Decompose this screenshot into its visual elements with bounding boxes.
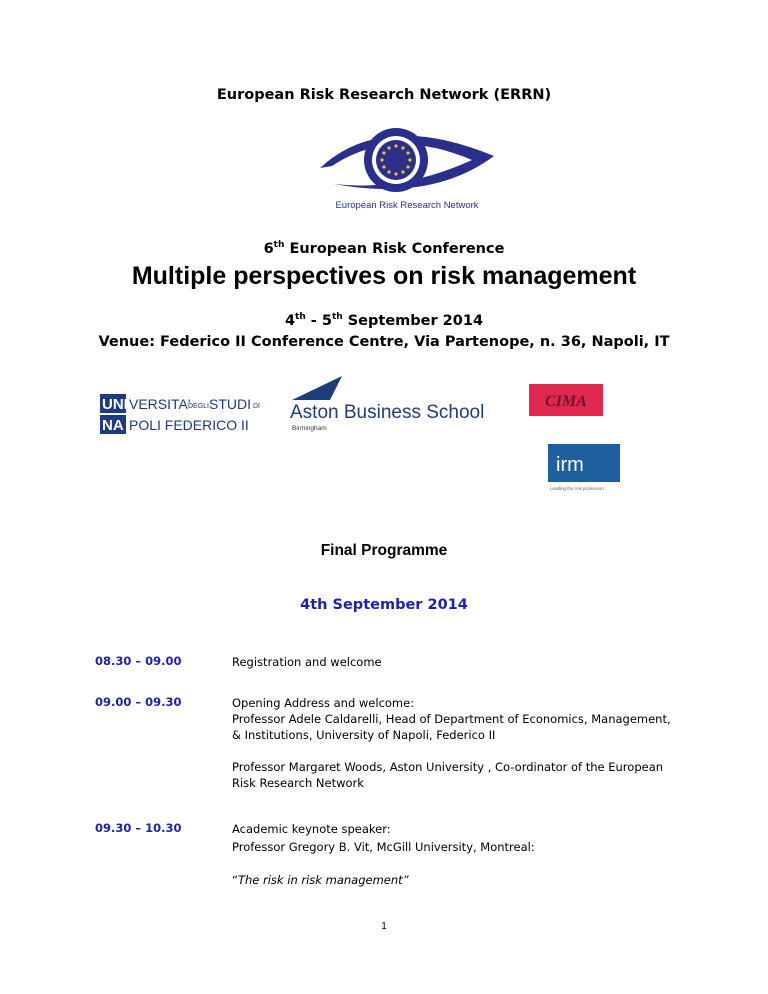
svg-text:NA: NA [102,417,124,434]
programme-title: Final Programme [320,542,448,559]
schedule-description [232,654,692,670]
svg-text:VERSITA': VERSITA' [129,396,191,412]
day-heading: 4th September 2014 [300,597,468,613]
svg-text:POLI FEDERICO II: POLI FEDERICO II [129,417,249,433]
errn-eye-logo [312,118,502,214]
svg-text:UNI: UNI [102,396,128,413]
conference-name: European Risk Conference [284,240,505,257]
date-start-suffix: th [295,312,306,322]
svg-text:Birmingham: Birmingham [292,425,327,432]
svg-text:STUDI: STUDI [209,396,251,412]
date-end-suffix: th [331,312,343,322]
svg-text:irm: irm [556,454,584,476]
svg-text:CIMA: CIMA [545,393,587,410]
conference-number [0,240,768,257]
talk-title: “The risk in risk management” [232,873,409,887]
main-title: Multiple perspectives on risk management [131,262,637,290]
svg-text:Leading the risk profession: Leading the risk profession [550,486,604,491]
svg-text:Aston Business School: Aston Business School [290,402,484,423]
schedule-time: 09.00 – 09.30 [95,695,182,709]
conference-ordinal-suffix: th [273,240,285,250]
network-title: European Risk Research Network (ERRN) [216,87,552,103]
conference-ordinal: 6 [263,240,274,257]
schedule-line: & Institutions, University of Napoli, Federico II [232,728,496,742]
cima-logo [529,384,603,416]
aston-business-school-logo [288,374,484,434]
errn-logo-caption: European Risk Research Network [335,200,479,211]
date-start: 4 [284,312,296,329]
date-separator: - 5 [305,312,332,329]
schedule-line: Risk Research Network [232,776,364,790]
schedule-line: Opening Address and welcome: [232,696,415,710]
schedule-line: Academic keynote speaker: [232,822,391,836]
conference-dates [0,312,768,329]
schedule-line: Registration and welcome [232,655,382,669]
schedule-description [232,695,692,791]
schedule-line: Professor Gregory B. Vit, McGill University, Montreal: [232,840,535,854]
schedule-time: 09.30 – 10.30 [95,821,182,835]
irm-logo [548,444,620,492]
schedule-description [232,821,692,888]
date-rest: September 2014 [342,312,484,329]
svg-text:DI: DI [253,403,260,410]
svg-text:DEGLI: DEGLI [188,403,210,410]
schedule-line: Professor Adele Caldarelli, Head of Department of Economics, Management, [232,712,671,726]
schedule-time: 08.30 – 09.00 [95,654,182,668]
schedule-line: Professor Margaret Woods, Aston University , Co-ordinator of the European [232,760,664,774]
page-number: 1 [381,921,387,932]
napoli-university-logo [100,392,270,436]
venue: Venue: Federico II Conference Centre, Via Partenope, n. 36, Napoli, IT [98,334,670,350]
